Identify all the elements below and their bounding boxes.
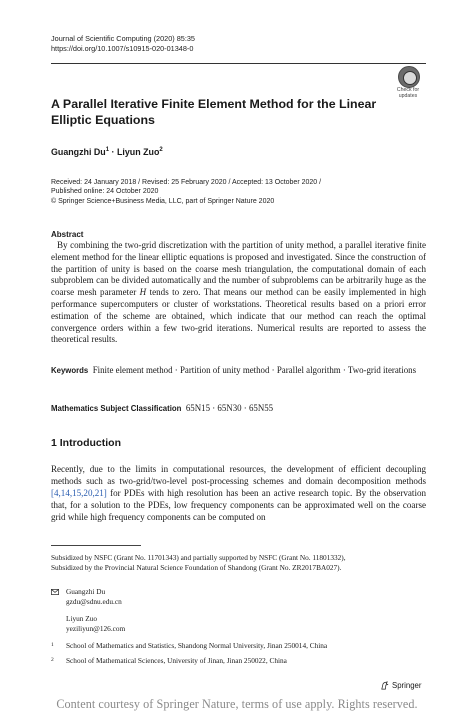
springer-horse-icon [380,681,389,690]
doi-link[interactable]: https://doi.org/10.1007/s10915-020-01348-0 [51,44,194,53]
affiliation [51,641,426,651]
badge-line-2: updates [398,93,418,100]
dates-line: Received: 24 January 2018 / Revised: 25 February 2020 / Accepted: 13 October 2020 / [51,179,322,186]
publisher-name: Springer [392,681,422,690]
badge-line-1: Check for [396,87,420,93]
msc-codes: 65N15 · 65N30 · 65N55 [185,403,274,413]
abstract-part: tends to zero. That means our method can be easily implemented in high performance supercomputers or cluster of workstations. Theoretical results based on a priori error estimation of the scheme are obtained, which indicate that our method can reach the optimal convergence orders within a few two-grid iterations. Numerical results are reported to assess the theoretical results. [51,287,426,345]
author-name[interactable]: Guangzhi Du [51,147,106,157]
keywords-text: Finite element method · Partition of unity method · Parallel algorithm · Two-grid iterations [92,365,417,375]
footnote-rule [51,545,141,546]
header-rule [51,63,426,64]
funding-line: Subsidized by NSFC (Grant No. 11701343) and partially supported by NSFC (Grant No. 11801332), [51,553,346,562]
journal-citation: Journal of Scientific Computing (2020) 85:35 [51,34,195,43]
dates-line: Published online: 24 October 2020 [51,188,159,196]
badge-label [390,87,426,99]
publisher-logo [380,681,421,690]
intro-part: Recently, due to the limits in computational resources, the development of efficient decoupling methods such as two-grid/two-level post-processing schemes and domain decomposition methods [51,464,426,486]
msc-classification [51,403,426,413]
abstract-part: By combining the two-grid discretization with the partition of unity method, a parallel iterative finite element method for the linear elliptic equations is proposed and investigated. Since the construction of the partition of unity is based on the coarse mesh triangulation, the computational domain of each subproblem can be divided automatically and the number of subproblems can be arbitrarily huge as the coarse mesh parameter [51,240,426,298]
affiliation-number: 2 [51,657,54,663]
journal-header [51,34,195,54]
contact-email[interactable]: yeziliyun@126.com [66,623,126,633]
courtesy-watermark: Content courtesy of Springer Nature, terms of use apply. Rights reserved. [56,697,418,711]
funding-note [51,553,426,572]
contact-name: Liyun Zuo [66,614,98,623]
keywords-label: Keywords [51,366,89,375]
funding-line: Subsidized by the Provincial Natural Science Foundation of Shandong (Grant No. ZR2017BA027). [51,562,342,572]
copyright-line: © Springer Science+Business Media, LLC, part of Springer Nature 2020 [51,197,275,205]
title-line-2: Elliptic Equations [51,112,155,127]
contact-block [66,614,125,633]
affiliation-text: School of Mathematics and Statistics, Shandong Normal University, Jinan 250014, China [66,641,328,650]
intro-text [51,464,426,524]
envelope-icon [51,589,59,595]
affiliation-number: 1 [51,642,54,648]
author-list [51,147,163,157]
abstract-text [51,240,426,346]
author-affiliation-mark: 1 [105,147,110,154]
check-for-updates-badge[interactable] [390,66,426,102]
keywords [51,365,426,377]
affiliation [51,656,426,666]
title-line-1: A Parallel Iterative Finite Element Method for the Linear [51,97,377,111]
math-variable: H [139,287,147,298]
publication-dates [51,178,426,206]
section-heading: 1 Introduction [51,437,121,449]
msc-label: Mathematics Subject Classification [51,404,182,413]
check-updates-icon-inner [403,71,417,85]
author-affiliation-mark: 2 [159,147,163,154]
affiliation-text: School of Mathematical Sciences, University of Jinan, Jinan 250022, China [66,656,287,665]
author-name[interactable]: Liyun Zuo [116,147,160,157]
citation-link[interactable]: [4,14,15,20,21] [51,487,107,498]
intro-part: for PDEs with high resolution has been an active research topic. By the observation that, for a solution to the PDEs, low frequency components can be approximated well on the coarse grid while high frequency components can be computed on [51,487,426,522]
contact-block [66,587,122,606]
paper-title [51,97,381,128]
abstract-heading: Abstract [51,230,84,239]
check-updates-icon [398,66,420,88]
author-separator: · [109,147,117,157]
contact-email[interactable]: gzdu@sdnu.edu.cn [66,596,122,606]
contact-name: Guangzhi Du [66,587,106,596]
